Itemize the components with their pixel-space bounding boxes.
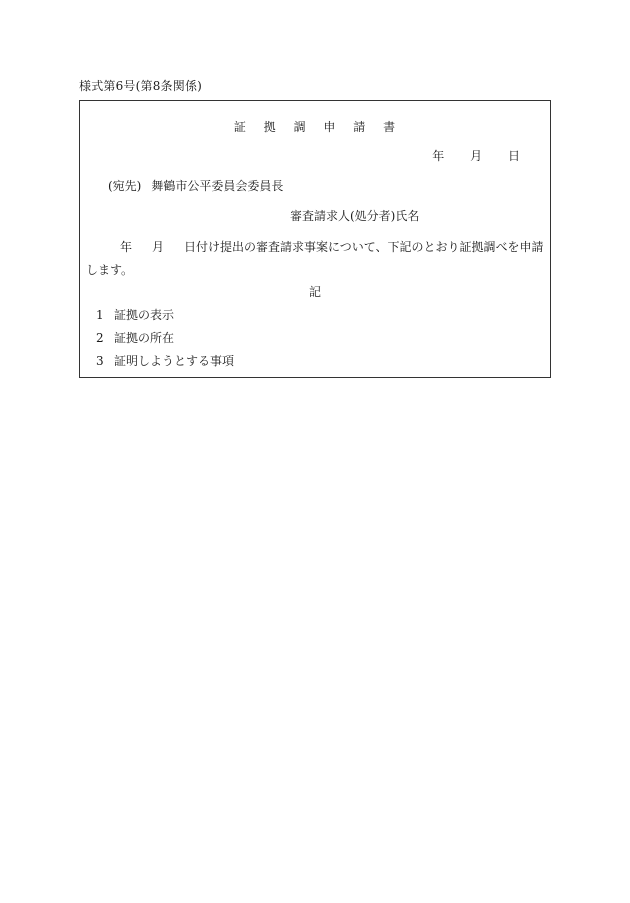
item-number: 1 — [96, 308, 104, 322]
body-text: 日付け提出の審査請求事案について、下記のとおり証拠調べを申請します。 — [86, 240, 544, 277]
date-year: 年 — [432, 149, 445, 163]
addressee — [108, 177, 283, 194]
request-body — [86, 236, 546, 282]
title-char: 請 — [353, 120, 367, 134]
form-title — [80, 118, 550, 135]
requester-name-label: 審査請求人(処分者)氏名 — [290, 209, 420, 223]
item-number: 3 — [96, 354, 104, 368]
form-number-label: 様式第6号(第8条関係) — [79, 79, 203, 93]
title-char: 証 — [233, 120, 247, 134]
title-char: 拠 — [263, 120, 277, 134]
date-day: 日 — [507, 149, 520, 163]
addressee-label: (宛先) — [108, 179, 142, 193]
item-number: 2 — [96, 331, 104, 345]
addressee-name: 舞鶴市公平委員会委員長 — [151, 179, 284, 193]
application-form-box — [79, 100, 551, 378]
body-month: 月 — [152, 240, 165, 254]
item-label: 証明しようとする事項 — [114, 354, 235, 368]
title-char: 調 — [293, 120, 307, 134]
body-year: 年 — [120, 240, 133, 254]
submission-date — [432, 147, 520, 164]
title-char: 申 — [323, 120, 337, 134]
date-month: 月 — [470, 149, 483, 163]
list-item — [96, 352, 234, 369]
list-item — [96, 306, 174, 323]
title-char: 書 — [383, 120, 397, 134]
list-item — [96, 329, 174, 346]
item-label: 証拠の所在 — [114, 331, 175, 345]
item-label: 証拠の表示 — [114, 308, 175, 322]
ki-heading: 記 — [308, 285, 321, 299]
